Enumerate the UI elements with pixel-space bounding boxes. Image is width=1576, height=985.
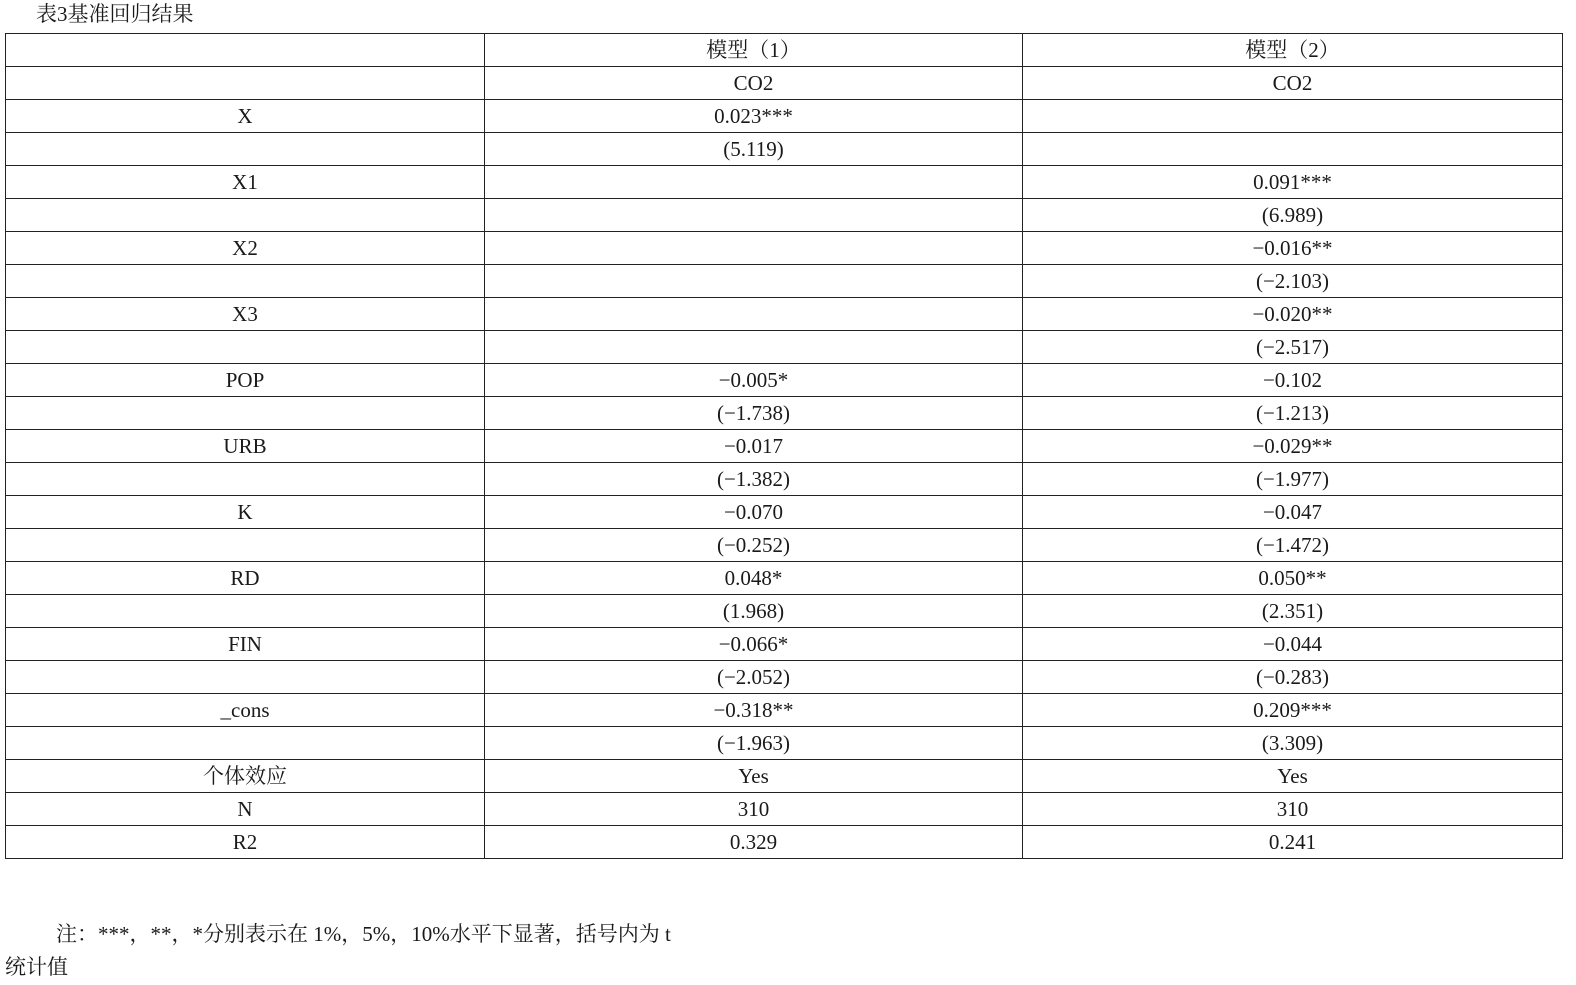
model-1-cell: 0.023***	[485, 100, 1023, 133]
table-row	[6, 430, 1563, 463]
variable-cell	[6, 34, 485, 67]
model-1-cell: (−1.963)	[485, 727, 1023, 760]
variable-cell	[6, 529, 485, 562]
variable-cell: _cons	[6, 694, 485, 727]
model-2-cell: −0.044	[1023, 628, 1563, 661]
variable-cell: K	[6, 496, 485, 529]
model-2-cell: (−0.283)	[1023, 661, 1563, 694]
table-row	[6, 100, 1563, 133]
model-1-cell: (5.119)	[485, 133, 1023, 166]
variable-cell: N	[6, 793, 485, 826]
variable-cell	[6, 397, 485, 430]
model-2-cell: (3.309)	[1023, 727, 1563, 760]
table-row	[6, 331, 1563, 364]
model-2-cell: (−1.977)	[1023, 463, 1563, 496]
table-row	[6, 34, 1563, 67]
model-1-cell: 模型（1）	[485, 34, 1023, 67]
model-1-cell: (−0.252)	[485, 529, 1023, 562]
model-2-cell: Yes	[1023, 760, 1563, 793]
model-2-cell: 0.091***	[1023, 166, 1563, 199]
table-row	[6, 694, 1563, 727]
model-2-cell: −0.047	[1023, 496, 1563, 529]
table-note: 注：***，**，*分别表示在 1%，5%，10%水平下显著，括号内为 t	[56, 922, 671, 946]
model-2-cell: −0.016**	[1023, 232, 1563, 265]
table-row	[6, 562, 1563, 595]
variable-cell: X	[6, 100, 485, 133]
model-2-cell: −0.020**	[1023, 298, 1563, 331]
variable-cell	[6, 67, 485, 100]
table-row	[6, 727, 1563, 760]
model-2-cell: 0.209***	[1023, 694, 1563, 727]
model-1-cell: 0.329	[485, 826, 1023, 859]
variable-cell	[6, 727, 485, 760]
variable-cell	[6, 595, 485, 628]
model-1-cell	[485, 232, 1023, 265]
variable-cell: X2	[6, 232, 485, 265]
model-1-cell: 0.048*	[485, 562, 1023, 595]
model-2-cell: (−2.517)	[1023, 331, 1563, 364]
variable-cell: X1	[6, 166, 485, 199]
model-2-cell: 0.241	[1023, 826, 1563, 859]
table-row	[6, 793, 1563, 826]
variable-cell: R2	[6, 826, 485, 859]
model-1-cell: 310	[485, 793, 1023, 826]
table-row	[6, 529, 1563, 562]
model-1-cell: −0.066*	[485, 628, 1023, 661]
variable-cell: 个体效应	[6, 760, 485, 793]
table-caption: 表3基准回归结果	[36, 2, 194, 26]
model-1-cell	[485, 166, 1023, 199]
table-row	[6, 199, 1563, 232]
model-2-cell: (−1.472)	[1023, 529, 1563, 562]
table-row	[6, 298, 1563, 331]
variable-cell: X3	[6, 298, 485, 331]
table-row	[6, 760, 1563, 793]
table-row	[6, 463, 1563, 496]
model-2-cell	[1023, 100, 1563, 133]
model-1-cell: (−1.382)	[485, 463, 1023, 496]
model-2-cell	[1023, 133, 1563, 166]
variable-cell: FIN	[6, 628, 485, 661]
table-row	[6, 67, 1563, 100]
model-2-cell: (−1.213)	[1023, 397, 1563, 430]
model-1-cell: Yes	[485, 760, 1023, 793]
model-2-cell: 0.050**	[1023, 562, 1563, 595]
regression-table	[5, 33, 1563, 859]
table-row	[6, 661, 1563, 694]
model-2-cell: CO2	[1023, 67, 1563, 100]
table-row	[6, 166, 1563, 199]
table-row	[6, 826, 1563, 859]
variable-cell: POP	[6, 364, 485, 397]
table-row	[6, 232, 1563, 265]
table-row	[6, 133, 1563, 166]
model-1-cell: (−2.052)	[485, 661, 1023, 694]
table-row	[6, 364, 1563, 397]
model-2-cell: −0.102	[1023, 364, 1563, 397]
model-1-cell: −0.070	[485, 496, 1023, 529]
model-2-cell: −0.029**	[1023, 430, 1563, 463]
variable-cell	[6, 331, 485, 364]
model-1-cell	[485, 265, 1023, 298]
table-row	[6, 628, 1563, 661]
table-row	[6, 397, 1563, 430]
table-row	[6, 496, 1563, 529]
model-1-cell: (−1.738)	[485, 397, 1023, 430]
model-2-cell: (6.989)	[1023, 199, 1563, 232]
model-1-cell: −0.318**	[485, 694, 1023, 727]
variable-cell	[6, 265, 485, 298]
model-1-cell	[485, 199, 1023, 232]
variable-cell	[6, 199, 485, 232]
table-row	[6, 595, 1563, 628]
variable-cell	[6, 463, 485, 496]
variable-cell	[6, 133, 485, 166]
model-1-cell	[485, 298, 1023, 331]
model-2-cell: (−2.103)	[1023, 265, 1563, 298]
regression-table-body	[6, 34, 1563, 859]
variable-cell	[6, 661, 485, 694]
model-1-cell: −0.017	[485, 430, 1023, 463]
model-2-cell: 310	[1023, 793, 1563, 826]
table-row	[6, 265, 1563, 298]
model-1-cell: −0.005*	[485, 364, 1023, 397]
model-2-cell: 模型（2）	[1023, 34, 1563, 67]
variable-cell: RD	[6, 562, 485, 595]
table-note-continued: 统计值	[5, 955, 68, 979]
model-1-cell	[485, 331, 1023, 364]
model-1-cell: CO2	[485, 67, 1023, 100]
variable-cell: URB	[6, 430, 485, 463]
model-2-cell: (2.351)	[1023, 595, 1563, 628]
model-1-cell: (1.968)	[485, 595, 1023, 628]
